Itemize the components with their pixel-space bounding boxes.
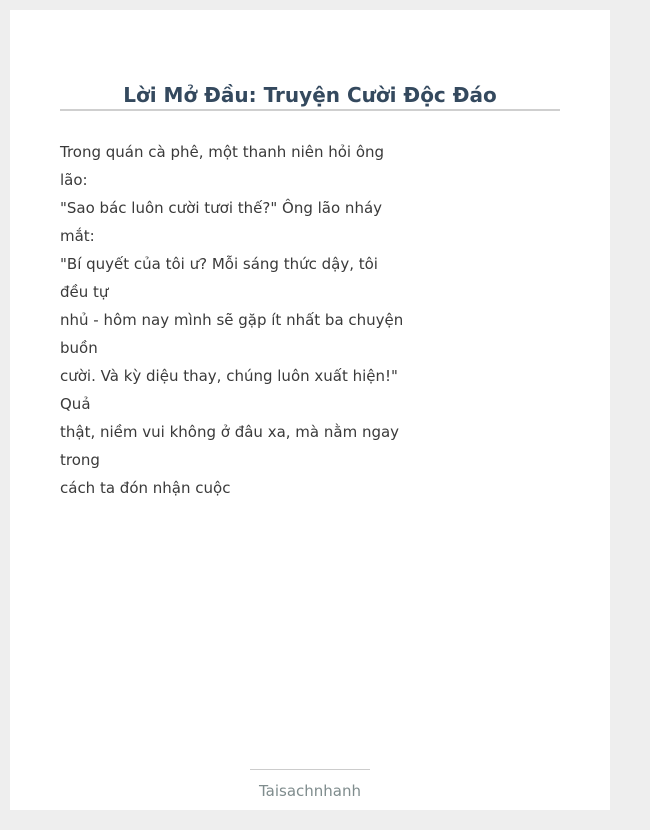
body-line: thật, niềm vui không ở đâu xa, mà nằm ngay [60,423,400,441]
title-divider [60,109,560,111]
document-page [10,10,610,810]
body-line: cười. Và kỳ diệu thay, chúng luôn xuất hiện!" [60,367,398,385]
body-line: lão: [60,171,88,189]
body-line: trong [60,451,100,469]
body-line: Trong quán cà phê, một thanh niên hỏi ông [60,143,385,161]
body-line: "Sao bác luôn cười tươi thế?" Ông lão nháy [60,199,383,217]
story-body [60,138,404,502]
body-line: đều tự [60,283,109,301]
footer-divider [250,769,370,770]
body-line: buồn [60,339,98,357]
body-line: mắt: [60,227,95,245]
page-title: Lời Mở Đầu: Truyện Cười Độc Đáo [123,83,497,107]
body-line: "Bí quyết của tôi ư? Mỗi sáng thức dậy, tôi [60,255,378,273]
body-line: nhủ - hôm nay mình sẽ gặp ít nhất ba chuyện [60,311,404,329]
body-line: Quả [60,395,91,413]
footer-brand: Taisachnhanh [258,782,362,800]
body-line: cách ta đón nhận cuộc [60,479,231,497]
